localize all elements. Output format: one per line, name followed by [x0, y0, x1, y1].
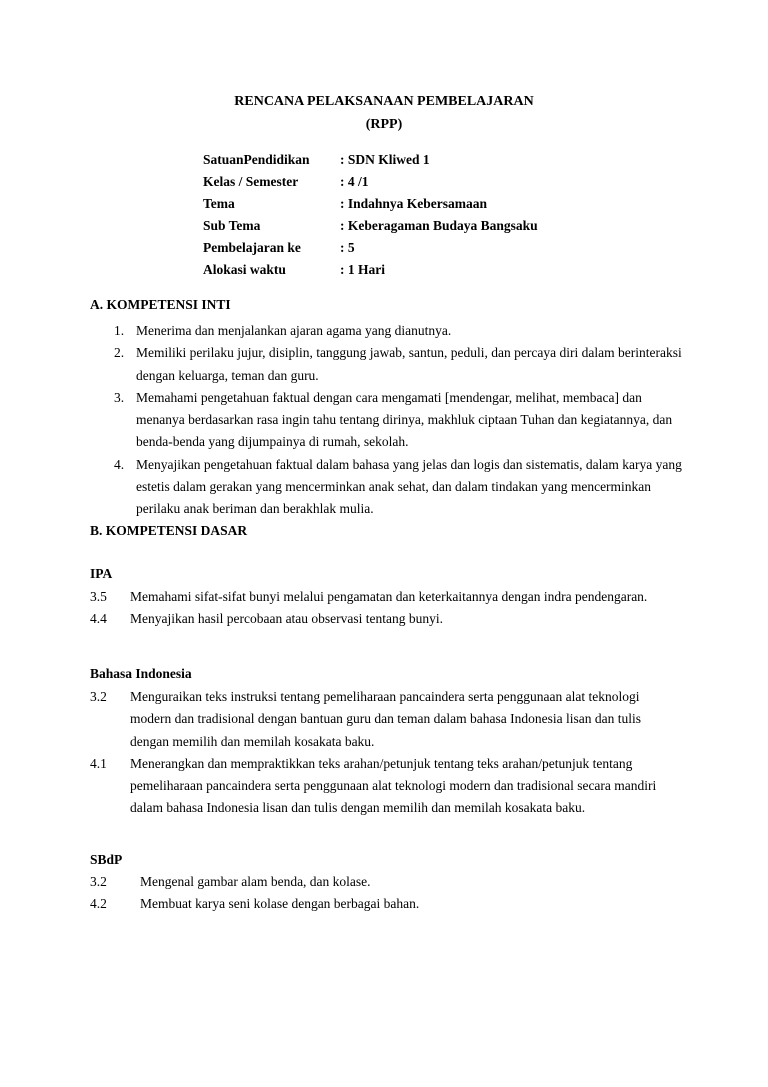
meta-row-tema	[203, 196, 538, 218]
item-text: Memahami pengetahuan faktual dengan cara mengamati [mendengar, melihat, membaca] dan menanya berdasarkan rasa ingin tahu tentang dirinya, makhluk ciptaan Tuhan dan kegiatannya, dan benda-benda yang dijumpainya di rumah, sekolah.	[136, 389, 673, 450]
meta-value: : 1 Hari	[340, 262, 385, 277]
item-text: Menerima dan menjalankan ajaran agama yang dianutnya.	[136, 323, 452, 338]
item-number: 4.	[114, 456, 125, 472]
list-item	[90, 586, 680, 608]
document-title: RENCANA PELAKSANAAN PEMBELAJARAN	[234, 94, 534, 109]
list-item	[90, 893, 680, 915]
list-item	[90, 686, 680, 753]
identity-table	[203, 152, 538, 284]
meta-row-satuan	[203, 152, 538, 174]
meta-label: Pembelajaran ke	[203, 240, 301, 255]
item-number: 3.	[114, 389, 125, 405]
meta-value: : SDN Kliwed 1	[340, 152, 430, 167]
meta-label: SatuanPendidikan	[203, 152, 310, 167]
item-text: Mengenal gambar alam benda, dan kolase.	[140, 874, 371, 889]
meta-label: Kelas / Semester	[203, 174, 299, 189]
subject-title-bahasa-indonesia: Bahasa Indonesia	[90, 666, 192, 681]
document-subtitle: (RPP)	[365, 117, 403, 132]
meta-row-alokasi	[203, 262, 538, 284]
meta-value: : Indahnya Kebersamaan	[340, 196, 488, 211]
item-number: 3.2	[90, 874, 107, 889]
item-number: 4.1	[90, 755, 107, 771]
list-item	[114, 342, 684, 387]
list-item	[90, 871, 680, 893]
meta-label: Sub Tema	[203, 218, 261, 233]
list-item	[90, 608, 680, 630]
item-number: 4.2	[90, 896, 107, 912]
meta-row-pembelajaran	[203, 240, 538, 262]
kd-list-ipa	[90, 586, 680, 631]
meta-value: : 5	[340, 240, 355, 255]
item-text: Memiliki perilaku jujur, disiplin, tanggung jawab, santun, peduli, dan percaya diri dalam berinteraksi dengan keluarga, teman dan guru.	[136, 345, 682, 383]
item-text: Menyajikan hasil percobaan atau observasi tentang bunyi.	[130, 611, 444, 627]
section-heading-kompetensi-dasar: B. KOMPETENSI DASAR	[90, 523, 248, 538]
item-number: 3.5	[90, 589, 107, 604]
item-text: Menguraikan teks instruksi tentang pemeliharaan pancaindera serta penggunaan alat teknologi modern dan tradisional dengan bantuan guru dan teman dalam bahasa Indonesia lisan dan tulis dengan memilih dan memilah kosakata baku.	[130, 689, 641, 749]
list-item	[114, 320, 684, 342]
section-heading-kompetensi-inti: A. KOMPETENSI INTI	[90, 297, 231, 312]
item-number: 2.	[114, 345, 125, 361]
meta-label: Tema	[203, 196, 235, 211]
item-text: Menerangkan dan mempraktikkan teks arahan/petunjuk tentang teks arahan/petunjuk tentang pemeliharaan pancaindera serta penggunaan alat teknologi modern dan tradisional secara mandiri dalam bahasa Indonesia lisan dan tulis dengan memilih dan memilah kosakata baku.	[130, 755, 657, 816]
kd-list-bahasa-indonesia	[90, 686, 680, 820]
item-number: 1.	[114, 323, 125, 338]
item-number: 3.2	[90, 689, 107, 704]
item-text: Menyajikan pengetahuan faktual dalam bahasa yang jelas dan logis dan sistematis, dalam karya yang estetis dalam gerakan yang mencerminkan anak sehat, dan dalam tindakan yang mencerminkan perilaku anak beriman dan berakhlak mulia.	[136, 456, 682, 517]
subject-title-sbdp: SBdP	[90, 852, 123, 867]
meta-row-kelas	[203, 174, 538, 196]
item-text: Memahami sifat-sifat bunyi melalui pengamatan dan keterkaitannya dengan indra pendengaran.	[130, 589, 648, 604]
item-number: 4.4	[90, 611, 107, 627]
item-text: Membuat karya seni kolase dengan berbagai bahan.	[140, 896, 420, 912]
kompetensi-inti-list	[114, 320, 684, 521]
meta-label: Alokasi waktu	[203, 262, 286, 277]
list-item	[114, 454, 684, 521]
list-item	[114, 387, 684, 454]
subject-title-ipa: IPA	[90, 566, 113, 581]
list-item	[90, 753, 680, 820]
meta-value: : Keberagaman Budaya Bangsaku	[340, 218, 538, 233]
meta-value: : 4 /1	[340, 174, 369, 189]
kd-list-sbdp	[90, 871, 680, 916]
meta-row-subtema	[203, 218, 538, 240]
